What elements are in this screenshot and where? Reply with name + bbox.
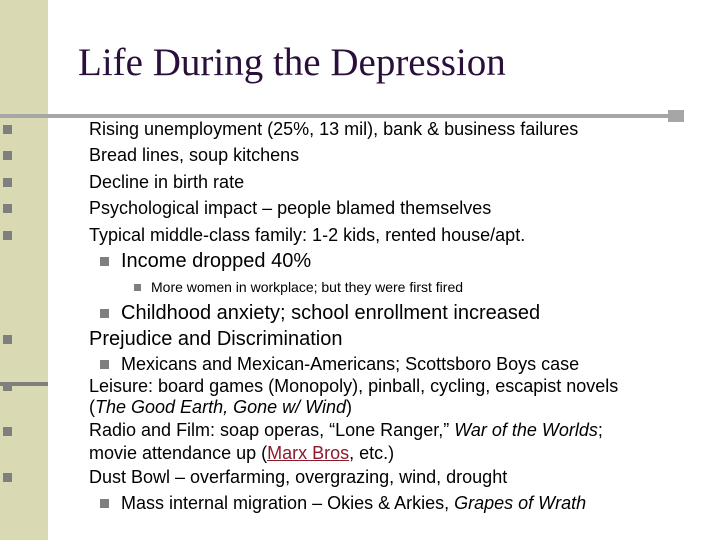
radio-show-title: War of the Worlds — [454, 420, 598, 441]
bullet-text: Typical middle-class family: 1-2 kids, rented house/apt. — [89, 224, 526, 245]
subbullet-mexicans — [0, 352, 720, 376]
bullet-prejudice — [0, 326, 720, 352]
square-bullet-icon — [100, 257, 109, 266]
bullet-psychological — [0, 195, 720, 221]
bullet-text: Decline in birth rate — [89, 171, 245, 192]
bullet-text: Bread lines, soup kitchens — [89, 145, 300, 166]
bullet-text-pre: movie attendance up ( — [89, 443, 268, 464]
bullet-text: Childhood anxiety; school enrollment increased — [121, 302, 541, 325]
bullet-text: Prejudice and Discrimination — [89, 328, 343, 351]
book-titles: The Good Earth, Gone w/ Wind — [95, 397, 346, 418]
bullet-bread-lines — [0, 142, 720, 168]
marx-bros-link[interactable]: Marx Bros — [267, 443, 350, 464]
bullet-text-pre: Radio and Film: soap operas, “Lone Ranger,” — [89, 420, 455, 441]
bullet-unemployment — [0, 116, 720, 142]
subbullet-income — [0, 248, 720, 274]
bullet-text: Dust Bowl – overfarming, overgrazing, wind, drought — [89, 467, 508, 488]
bullet-leisure-continued — [0, 397, 720, 418]
bullet-text: Leisure: board games (Monopoly), pinball, cycling, escapist novels — [89, 376, 619, 397]
slide-content — [0, 116, 720, 516]
square-bullet-icon — [3, 231, 12, 240]
bullet-dust-bowl — [0, 464, 720, 490]
bullet-text: Mexicans and Mexican-Americans; Scottsboro Boys case — [121, 354, 580, 375]
square-bullet-icon — [3, 151, 12, 160]
bullet-text: More women in workplace; but they were first fired — [151, 279, 464, 296]
bullet-radio-film-continued — [0, 443, 720, 464]
bullet-family — [0, 222, 720, 248]
square-bullet-icon — [3, 204, 12, 213]
subbullet-migration — [0, 490, 720, 516]
square-bullet-icon — [3, 382, 12, 391]
bullet-birth-rate — [0, 169, 720, 195]
square-bullet-icon — [3, 125, 12, 134]
slide-title: Life During the Depression — [78, 41, 506, 84]
paren-open: ( — [89, 397, 95, 418]
square-bullet-icon — [3, 427, 12, 436]
novel-title: Grapes of Wrath — [454, 493, 587, 514]
square-bullet-icon — [100, 499, 109, 508]
bullet-text-post: , etc.) — [349, 443, 395, 464]
bullet-text: Rising unemployment (25%, 13 mil), bank & business failures — [89, 119, 579, 139]
bullet-radio-film — [0, 418, 720, 443]
subsubbullet-women — [0, 274, 720, 300]
bullet-text-pre: Mass internal migration – Okies & Arkies, — [121, 493, 455, 514]
square-bullet-icon — [134, 284, 141, 291]
bullet-text: Income dropped 40% — [121, 250, 312, 273]
bullet-text-post: ; — [597, 420, 603, 441]
square-bullet-icon — [100, 360, 109, 369]
bullet-leisure — [0, 376, 720, 397]
square-bullet-icon — [3, 335, 12, 344]
subbullet-childhood — [0, 300, 720, 326]
square-bullet-icon — [3, 178, 12, 187]
paren-close: ) — [345, 397, 352, 418]
square-bullet-icon — [3, 473, 12, 482]
square-bullet-icon — [100, 309, 109, 318]
bullet-text: Psychological impact – people blamed themselves — [89, 198, 492, 219]
